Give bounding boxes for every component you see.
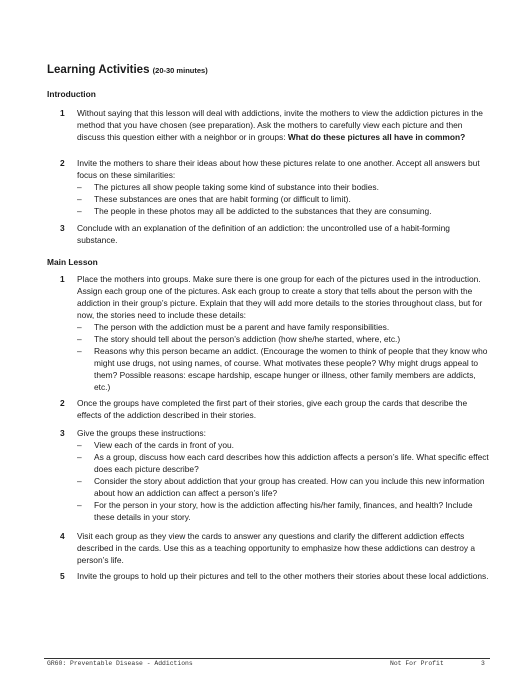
item-text: Conclude with an explanation of the definition of an addiction: the uncontrolled use of a habit-forming substance. [77,223,450,245]
item-number: 3 [60,428,65,438]
intro-item-2 [60,157,492,217]
main-item-2 [60,397,492,421]
intro-item-3 [60,222,492,246]
item-number: 2 [60,158,65,168]
item-text: Once the groups have completed the first part of their stories, give each group the cards that describe the effects of the addiction described in their stories. [77,398,468,420]
main-item-4 [60,530,492,566]
footer-course-title: GR60: Preventable Disease - Addictions [47,660,193,667]
footer-not-for-profit: Not For Profit [390,660,444,667]
footer-page-number: 3 [481,660,485,667]
main-item-1 [60,273,492,393]
main-item-3 [60,427,492,523]
item-text: Without saying that this lesson will deal with addictions, invite the mothers to view the addiction pictures in the method that you have chosen (see preparation). Ask the mothers to carefully view each picture and then discuss this question either with a neighbor or in groups: [77,108,483,142]
list-item: – Reasons why this person became an addict. (Encourage the women to think of people that they know who might use drugs, not using names, of course. What motivates these people? Why might drugs appeal to them? Possible reasons: escape hardship, escape hunger or illness, other family members are addicts, etc.) [77,346,488,392]
footer-divider [44,658,490,659]
intro-item-1 [60,107,492,143]
item-text: Invite the mothers to share their ideas about how these pictures relate to one another. Accept all answers but focus on these similarities: [77,158,480,180]
list-item: – As a group, discuss how each card describes how this addiction affects a person’s life. What specific effect does each picture describe? [77,452,489,474]
list-item: – The pictures all show people taking some kind of substance into their bodies. [77,182,379,192]
item-number: 5 [60,571,65,581]
list-item: – The person with the addiction must be a parent and have family responsibilities. [77,322,390,332]
list-item: – Consider the story about addiction that your group has created. How can you include this new information about how an addiction can affect a person’s life? [77,476,485,498]
page-title [47,64,208,76]
list-item: – The people in these photos may all be addicted to the substances that they are consuming. [77,206,432,216]
item-text: Visit each group as they view the cards to answer any questions and clarify the different addiction effects described in the cards. Use this as a teaching opportunity to emphasize how these addictions can destroy a person’s life. [77,531,476,565]
section-heading-main-lesson: Main Lesson [47,257,98,267]
bullet-list [77,181,492,217]
bullet-list [77,321,492,393]
item-number: 1 [60,108,65,118]
item-text: Invite the groups to hold up their pictures and tell to the other mothers their stories about these local addictions. [77,571,489,581]
list-item: – The story should tell about the person’s addiction (how she/he started, where, etc.) [77,334,401,344]
item-bold-question: What do these pictures all have in common? [287,132,466,142]
title-text: Learning Activities [47,64,150,76]
item-number: 3 [60,223,65,233]
list-item: – View each of the cards in front of you. [77,440,234,450]
item-text: Place the mothers into groups. Make sure there is one group for each of the pictures used in the introduction. Assign each group one of the pictures. Ask each group to create a story that tells about the person with the addiction in their group’s picture. Explain that they will add more details to the stories throughout class, but for now, the stories need to include these details: [77,274,483,320]
title-duration: (20-30 minutes) [152,66,208,75]
list-item: – For the person in your story, how is the addiction affecting his/her family, finances, and health? Include these details in your story. [77,500,473,522]
item-number: 2 [60,398,65,408]
list-item: – These substances are ones that are habit forming (or difficult to limit). [77,194,351,204]
main-item-5 [60,570,492,582]
bullet-list [77,439,492,523]
item-number: 1 [60,274,65,284]
section-heading-introduction: Introduction [47,89,96,99]
item-text: Give the groups these instructions: [77,428,206,438]
item-number: 4 [60,531,65,541]
